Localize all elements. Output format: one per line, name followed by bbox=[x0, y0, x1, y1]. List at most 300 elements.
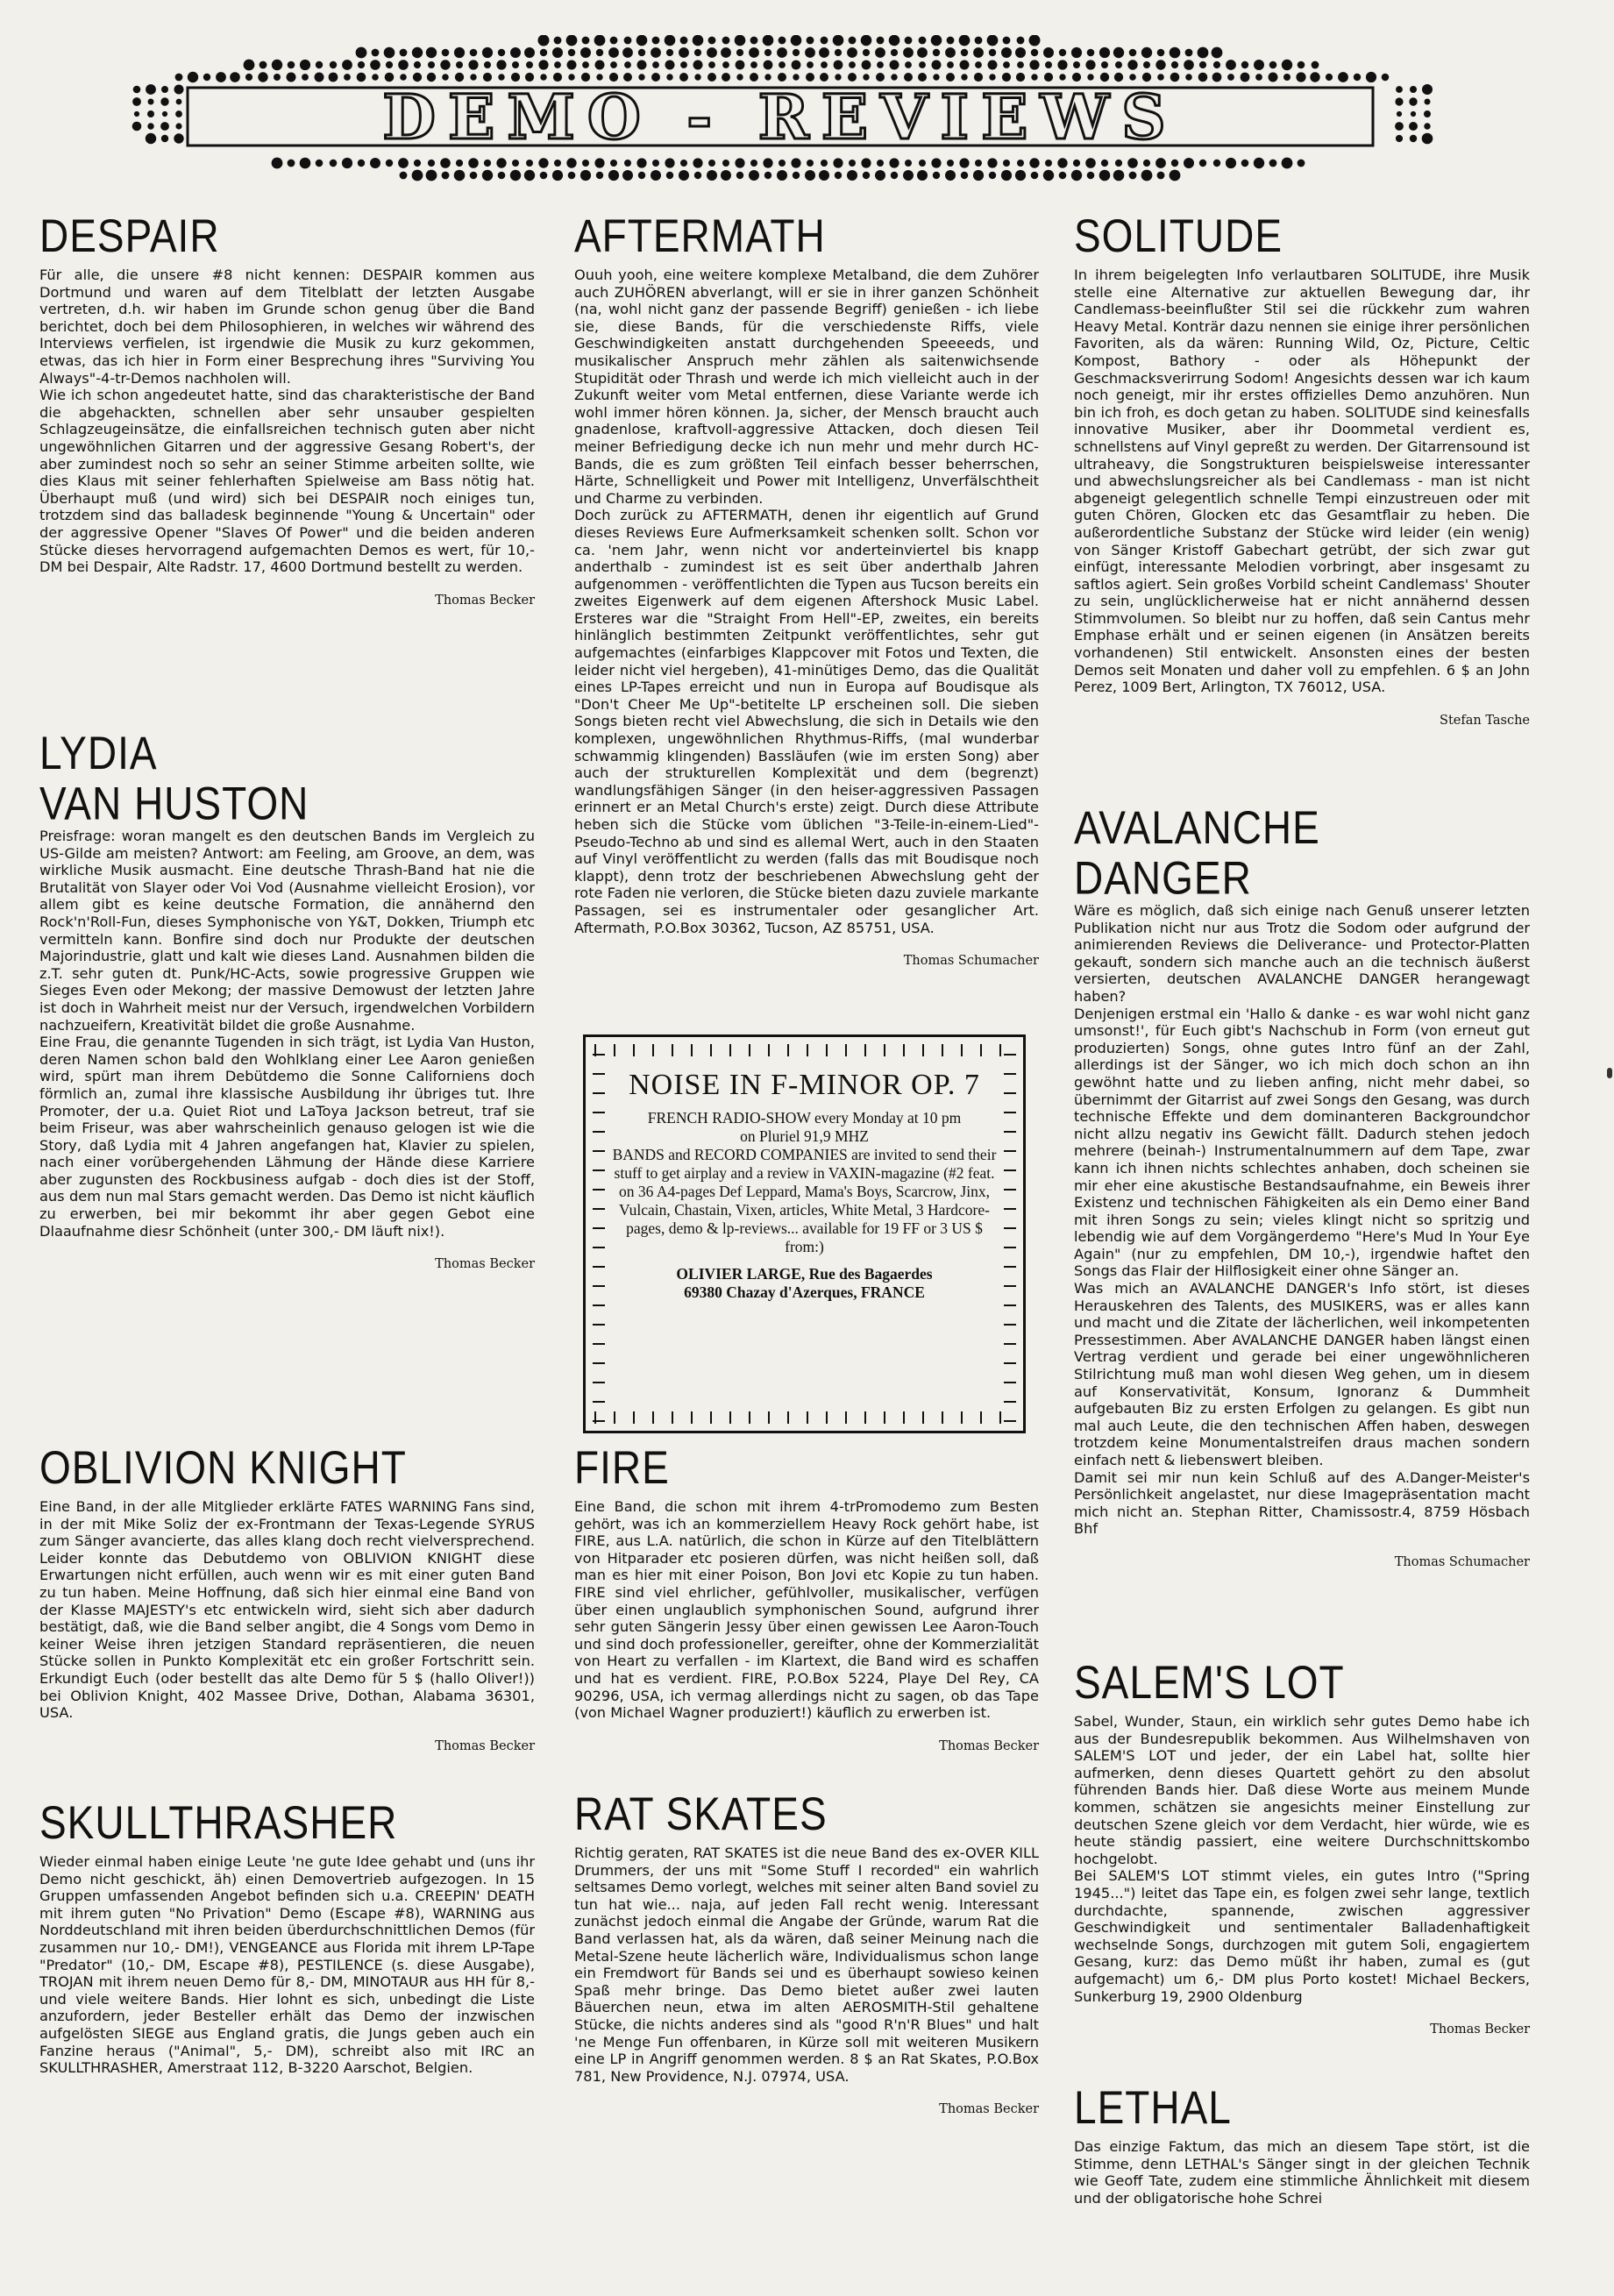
banner-dot bbox=[1087, 172, 1095, 180]
banner-dot bbox=[624, 160, 631, 167]
banner-dot bbox=[315, 73, 324, 82]
banner-dot bbox=[636, 158, 646, 167]
banner-dot bbox=[792, 60, 801, 70]
banner-dot bbox=[134, 111, 139, 117]
banner-dot bbox=[160, 122, 169, 131]
banner-dot bbox=[1043, 170, 1054, 181]
banner-dot bbox=[1241, 61, 1248, 68]
banner-dot bbox=[482, 47, 493, 58]
banner-dot bbox=[594, 158, 604, 167]
banner-dot bbox=[877, 37, 885, 45]
banner-dot bbox=[414, 61, 421, 68]
banner-dot bbox=[622, 170, 633, 181]
banner-dot bbox=[1071, 47, 1082, 58]
banner-dot bbox=[428, 160, 435, 167]
banner-dot bbox=[1003, 160, 1010, 167]
banner-dot bbox=[891, 172, 898, 179]
advert-title: NOISE IN F-MINOR OP. 7 bbox=[629, 1069, 980, 1101]
banner-dot bbox=[484, 160, 491, 167]
banner-dot bbox=[538, 158, 548, 167]
banner-dot bbox=[608, 47, 619, 58]
margin-mark bbox=[1607, 1068, 1612, 1078]
banner-dot bbox=[961, 74, 967, 80]
banner-dot bbox=[538, 35, 550, 46]
banner-dot bbox=[987, 158, 997, 167]
banner-dot bbox=[735, 35, 746, 46]
banner-graphic bbox=[123, 35, 1438, 188]
banner-dot bbox=[456, 160, 463, 167]
banner-dot bbox=[791, 35, 802, 46]
banner-dot bbox=[764, 60, 773, 70]
banner-dot bbox=[175, 74, 183, 82]
banner-dot bbox=[989, 172, 996, 179]
banner-dot bbox=[819, 170, 829, 181]
banner-dot bbox=[1382, 74, 1390, 82]
banner-dot bbox=[679, 170, 689, 181]
banner-dot bbox=[638, 74, 644, 80]
banner-dot bbox=[344, 74, 351, 81]
banner-dot bbox=[1422, 133, 1433, 145]
banner-dot bbox=[287, 73, 296, 82]
banner-dot bbox=[1198, 73, 1208, 82]
banner-dot bbox=[596, 74, 602, 80]
band-name: OBLIVION KNIGHT bbox=[39, 1440, 407, 1494]
banner-dot bbox=[162, 111, 167, 117]
banner-dot bbox=[1170, 47, 1181, 59]
banner-dot bbox=[1226, 60, 1236, 70]
banner-dot bbox=[1031, 49, 1038, 56]
banner-dot bbox=[862, 60, 871, 70]
banner-dot bbox=[398, 60, 409, 70]
banner-dot bbox=[1143, 61, 1150, 68]
banner-dot bbox=[1185, 74, 1192, 81]
banner-dot bbox=[386, 160, 393, 167]
banner-dot bbox=[1366, 72, 1376, 82]
banner-dot bbox=[835, 74, 841, 80]
banner-dot bbox=[610, 37, 618, 45]
banner-dot bbox=[454, 170, 466, 181]
banner-dot bbox=[148, 99, 154, 105]
banner-dot bbox=[554, 160, 561, 167]
banner-dot bbox=[779, 160, 786, 167]
banner-dot bbox=[568, 172, 576, 180]
banner-dot bbox=[1059, 74, 1065, 80]
banner-dot bbox=[1157, 172, 1165, 180]
banner-dot bbox=[1115, 61, 1122, 68]
banner-dot bbox=[708, 61, 715, 68]
banner-dot bbox=[863, 172, 870, 179]
banner-dot bbox=[1001, 170, 1012, 181]
band-name: AFTERMATH bbox=[574, 209, 826, 262]
banner-dot bbox=[1003, 61, 1010, 68]
banner-dot bbox=[1298, 160, 1305, 167]
banner-dot bbox=[288, 61, 295, 69]
banner-dot bbox=[1085, 60, 1095, 69]
banner-dot bbox=[1057, 60, 1067, 69]
banner-dot bbox=[1127, 60, 1137, 69]
banner-dot bbox=[973, 170, 984, 181]
banner-dot bbox=[258, 72, 267, 82]
banner-dot bbox=[890, 60, 899, 70]
banner-dot bbox=[764, 74, 771, 80]
review-author: Thomas Becker bbox=[435, 1257, 535, 1272]
banner-dot bbox=[777, 170, 787, 181]
banner-dot bbox=[132, 122, 142, 132]
band-name: RAT SKATES bbox=[574, 1787, 828, 1840]
banner-dot bbox=[412, 47, 423, 58]
band-name: AVALANCHE DANGER bbox=[1074, 800, 1320, 905]
advert-text: FRENCH RADIO-SHOW every Monday at 10 pm on Pluriel 91,9 MHZ BANDS and RECORD COMPANIES are invited to send their stuff to get airplay and a review in VAXIN-magazine (#2 feat. on 36 A4-pages Def Leppard, Mama's Boys, Scarcrow, Jinx, Vulcain, Chastain, Vixen, articles, White Metal, 3 Hardcore-pages, demo & lp-reviews... available for 19 FF or 3 US $ from:) bbox=[612, 1109, 997, 1255]
banner-dot bbox=[764, 172, 771, 179]
banner-dot bbox=[1424, 110, 1431, 117]
banner-dot bbox=[764, 49, 771, 56]
banner-dot bbox=[468, 60, 478, 69]
banner-dot bbox=[554, 61, 561, 68]
banner-dot bbox=[1101, 61, 1108, 68]
banner-dot bbox=[805, 47, 815, 58]
banner-dot bbox=[863, 49, 870, 56]
banner-dot bbox=[807, 61, 814, 68]
banner-dot bbox=[959, 35, 971, 46]
banner-dot bbox=[707, 47, 717, 58]
banner-dot bbox=[735, 158, 744, 167]
banner-dot bbox=[540, 172, 548, 180]
banner-dot bbox=[1184, 60, 1194, 70]
banner-dot bbox=[933, 172, 940, 179]
banner-dot bbox=[426, 47, 437, 58]
banner-dot bbox=[1395, 122, 1404, 131]
banner-dot bbox=[707, 170, 717, 181]
banner-dot bbox=[1395, 97, 1403, 105]
banner-dot bbox=[749, 47, 759, 58]
banner-dot bbox=[793, 74, 799, 80]
banner-dot bbox=[988, 60, 998, 70]
banner-dot bbox=[1143, 160, 1150, 167]
banner-dot bbox=[750, 160, 757, 167]
banner-dot bbox=[793, 49, 800, 56]
banner-dot bbox=[1422, 84, 1433, 95]
banner-dot bbox=[679, 47, 689, 58]
banner-dot bbox=[496, 60, 506, 69]
banner-dot bbox=[1029, 35, 1041, 46]
banner-dot bbox=[302, 74, 309, 81]
banner-dot bbox=[342, 158, 352, 168]
banner-dot bbox=[1212, 73, 1222, 82]
banner-dot bbox=[482, 170, 493, 181]
banner-dot bbox=[1396, 86, 1403, 93]
banner-dot bbox=[203, 74, 210, 81]
banner-dot bbox=[736, 172, 743, 179]
banner-dot bbox=[1129, 74, 1136, 81]
banner-dot bbox=[176, 99, 182, 105]
banner-dot bbox=[722, 61, 729, 68]
banner-dot bbox=[1282, 158, 1293, 169]
banner-dot bbox=[552, 170, 563, 181]
banner-dot bbox=[637, 60, 647, 70]
banner-dot bbox=[665, 60, 675, 70]
banner-dot bbox=[1003, 37, 1011, 45]
banner-dot bbox=[554, 37, 562, 45]
banner-dot bbox=[791, 158, 800, 167]
banner-dot bbox=[496, 158, 506, 167]
banner-dot bbox=[821, 160, 828, 167]
banner-dot bbox=[693, 158, 702, 167]
review-text: In ihrem beigelegten Info verlautbaren SOLITUDE, ihre Musik stelle eine Alternative zur aktuellen Bewegung dar, ihr Candlemass-beeinflußter Stil sei die rückkehr zum wahren Heavy Metal. Konträr dazu nennen sie einige ihrer persönlichen Favoriten, als da wären: Running Wild, Oz, Picture, Celtic Kompost, Bathory - oder als Höhepunkt der Geschmacksverirrung Sodom! Angesichts dessen war ich kaum noch geneigt, mir ihr erstes offizielles Demo anzuhören. Nun bin ich froh, es doch getan zu haben. SOLITUDE sind keinesfalls innovative Musiker, aber ihr Doommetal verdient es, schnellstens auf Vinyl gepreßt zu werden. Der Gitarrensound ist ultraheavy, die Songstrukturen beispielsweise interessanter und abwechslungsreicher als bei Candlemass - man ist nicht abgeneigt gelegentlich schnelle Tempi einzustreuen oder mit guten Chören, Glocken etc das Gesamtflair zu heben. Die außerordentliche Substanz der Stücke wird leider (ein wenig) von Sänger Kristoff Gabechart getrübt, der sich zwar gut einfügt, interessante Melodien vorbringt, aber insgesamt zu saftlos agiert. Sein großes Vorbild scheint Candlemass' Shouter zu sein, unglücklicherweise hat er nicht annähernd dessen Stimmvolumen. So bleibt nur zu hoffen, daß sein Cantus mehr Emphase erhält und er seinen eigenen (in Ansätzen bereits vorhandenen) Stil entwickelt. Ansonsten eines der besten Demos seit Monaten und daher voll zu empfehlen. 6 $ an John Perez, 1009 Bert, Arlington, TX 76012, USA. bbox=[1074, 267, 1535, 696]
banner-dot bbox=[1282, 60, 1292, 70]
banner-dot bbox=[357, 73, 366, 82]
review-text: Eine Band, die schon mit ihrem 4-trPromodemo zum Besten gehört, was ich an kommerziellem Heavy Rock gehört habe, ist FIRE, aus L.A. natürlich, die schon in Kürze auf den Titelblättern von Hitparader etc posieren dürfen, was nicht heißen soll, daß man es hier mit einer Poison, Bon Jovi etc Kopie zu tun haben. FIRE sind viel ehrlicher, gefühlvoller, musikalischer, verfügen über einen unglaublich symphonischen Sound, aufgrund ihrer sehr guten Sängerin Jessy über einen gewissen Lee Aaron-Touch und sind doch professioneller, gereifter, ohne der Kommerzialität von Heart zu verfallen - im Klartext, die Band wird es schaffen und hat es verdient. FIRE, P.O.Box 5224, Playe Del Rey, CA 90296, USA, ich vermag allerdings nicht zu sagen, ob das Tape (von Michael Wagner produziert!) käuflich zu erwerben ist. bbox=[574, 1498, 1044, 1722]
banner-dot bbox=[260, 61, 267, 69]
banner-dot bbox=[1057, 158, 1067, 167]
review-text: Wieder einmal haben einige Leute 'ne gute Idee gehabt und (uns ihr Demo nicht geschickt, äh) einen Demovertrieb aufgezogen. In 15 Gruppen umfassenden Angebot befinden sich u.a. CREEPIN' DEATH mit ihrem guten "No Privation" Demo (Escape #8), WARNING aus Norddeutschland mit ihren beiden überdurchschnittlichen Demos (für zusammen nur 10,- DM!), VENGEANCE aus Florida mit ihrem LP-Tape "Predator" (10,- DM, Escape #8), PESTILENCE (s. diese Ausgabe), TROJAN mit ihrem neuen Demo für 8,- DM, MINOTAUR aus HH für 8,- und viele weitere Bands. Hier lohnt es sich, unbedingt die Liste anzufordern, jeder Besteller erhält das Demo der inzwischen aufgelösten SIEGE aus England gratis, die Jungs geben auch ein Fanzine heraus ("Animal", 5,- DM), schreibt also mit IRC an SKULLTHRASHER, Amerstraat 112, B-3220 Aarschot, Belgien. bbox=[39, 1853, 540, 2077]
banner-dot bbox=[1283, 74, 1290, 81]
banner-dot bbox=[498, 172, 506, 180]
banner-dot bbox=[652, 61, 659, 68]
banner-dot bbox=[329, 73, 338, 82]
banner-dot bbox=[524, 47, 535, 58]
review-lethal bbox=[1074, 2080, 1535, 2207]
band-name: LETHAL bbox=[1074, 2080, 1232, 2134]
banner-dot bbox=[132, 97, 141, 106]
banner-dot bbox=[750, 37, 758, 45]
banner-dot bbox=[540, 74, 546, 80]
banner-dot bbox=[694, 49, 701, 56]
banner-dot bbox=[1338, 72, 1348, 82]
banner-dot bbox=[665, 158, 674, 167]
banner-dot bbox=[1043, 47, 1054, 58]
banner-dot bbox=[526, 61, 533, 68]
banner-dot bbox=[624, 61, 631, 68]
banner-dot bbox=[498, 49, 505, 56]
banner-dot bbox=[847, 170, 857, 181]
banner-dot bbox=[821, 61, 828, 68]
banner-dot bbox=[793, 172, 800, 179]
banner-dot bbox=[736, 49, 743, 56]
banner-dot bbox=[622, 47, 633, 58]
banner-dot bbox=[174, 133, 183, 143]
banner-dot bbox=[175, 110, 182, 117]
banner-dot bbox=[245, 74, 252, 81]
banner-dot bbox=[568, 74, 574, 80]
banner-dot bbox=[470, 49, 478, 57]
banner-dot bbox=[442, 74, 449, 81]
banner-dot bbox=[919, 160, 926, 167]
banner-dot bbox=[1213, 160, 1220, 167]
banner-dot bbox=[582, 160, 589, 167]
banner-dot bbox=[722, 160, 729, 167]
banner-dot bbox=[736, 60, 745, 70]
banner-dot bbox=[932, 60, 942, 70]
banner-dot bbox=[370, 158, 380, 168]
review-avalanche-danger bbox=[1074, 802, 1530, 1569]
banner-dot bbox=[680, 61, 687, 68]
banner-dot bbox=[1397, 111, 1402, 117]
banner-dot bbox=[1254, 60, 1264, 70]
banner-dot bbox=[833, 158, 843, 167]
review-despair bbox=[39, 210, 535, 608]
banner-dot bbox=[230, 72, 240, 82]
banner-dot bbox=[244, 60, 255, 71]
banner-dot bbox=[372, 49, 380, 57]
banner-dot bbox=[777, 47, 787, 58]
banner-dot bbox=[651, 47, 661, 58]
banner-dot bbox=[1241, 160, 1249, 167]
banner-dot bbox=[638, 49, 645, 56]
banner-dot bbox=[398, 158, 409, 168]
banner-dot bbox=[582, 61, 589, 68]
banner-dot bbox=[835, 49, 842, 56]
banner-dot bbox=[917, 47, 928, 58]
banner-dot bbox=[749, 170, 759, 181]
banner-dot bbox=[442, 172, 450, 180]
banner-dot bbox=[694, 74, 700, 80]
banner-dot bbox=[945, 47, 956, 58]
banner-dot bbox=[1017, 160, 1024, 167]
radio-show-advert bbox=[583, 1034, 1026, 1433]
review-text: Preisfrage: woran mangelt es den deutschen Bands im Vergleich zu US-Gilde am meisten? Antwort: am Feeling, am Groove, an dem, was wirkliche Musik ausmacht. Eine deutsche Thrash-Band hat nie die Brutalität von Slayer oder Voi Vod (Ausnahme vielleicht Erosion), vor allem gibt es keine deutsche Formation, die annähernd den Rock'n'Roll-Fun, dieses Symphonische von Y&T, Dokken, Triumph etc vermitteln kann. Bonfire sind doch nur Produkte der deutschen Majorindustrie, glatt und kalt wie dieses Land. Ausnahmen bilden die z.T. sehr guten dt. Punk/HC-Acts, sowie progressive Gruppen wie Sieges Even oder Mekong; der massive Demowust der letzten Jahre ist doch in Wahrheit meist nur der Versuch, irgendwelchen Vorbildern nachzueifern, Kreativität bildet die große Ausnahme. Eine Frau, die genannte Tugenden in sich trägt, ist Lydia Van Huston, deren Namen schon bald den Wohlklang einer Lee Aaron genießen wird, spürt man ihrem Debütdemo die Sonne Californiens doch förmlich an, zumal ihre klassische Ausbildung ihr übriges tut. Ihre Promoter, der u.a. Quiet Riot und LaToya Jackson betreut, traf sie beim Friseur, was aber wahrscheinlich genauso gelogen ist wie die Story, daß Lydia mit 4 Jahren angefangen hat, Klavier zu spielen, nach einer vorübergehenden Lähmung der Hände diese Karriere aber zugunsten des Rockbusiness aufgab - doch dies ist der Stoff, aus dem nun mal Stars gemacht werden. Das Demo ist nicht käuflich zu erwerben, bei mir bekommt ihr aber gegen Gebot eine Dlaaufnahme diesr Schönheit (unter 300,- DM läuft nix!). bbox=[39, 828, 535, 1240]
banner-dot bbox=[316, 160, 324, 167]
banner-dot bbox=[847, 47, 857, 58]
banner-dot bbox=[903, 47, 914, 58]
banner-dot bbox=[821, 37, 828, 45]
banner-dot bbox=[1298, 61, 1305, 69]
banner-dot bbox=[961, 49, 968, 56]
banner-dot bbox=[1296, 72, 1305, 82]
banner-dot bbox=[400, 172, 408, 180]
banner-dot bbox=[174, 85, 184, 95]
banner-dot bbox=[1059, 49, 1066, 56]
banner-dot bbox=[300, 158, 311, 169]
banner-dot bbox=[1185, 49, 1193, 57]
banner-dot bbox=[1073, 61, 1080, 68]
banner-dot bbox=[861, 35, 872, 46]
banner-dot bbox=[1015, 170, 1026, 181]
banner-dot bbox=[694, 172, 701, 179]
banner-dot bbox=[1269, 73, 1278, 82]
banner-dot bbox=[1310, 72, 1319, 82]
review-text: Wäre es möglich, daß sich einige nach Genuß unserer letzten Publikation nicht nur aus Trotz die Sodom oder aufgrund der animierenden Reviews die Deliverance- und Protector-Platten gekauft, sondern sich manche auch an die technisch äußerst versierten, deutschen AVALANCHE DANGER herangewagt haben? Denjenigen erstmal ein 'Hallo & danke - es war wohl nicht ganz umsonst!', für Euch gibt's Nachschub in Form (von erneut gut produzierten) Songs, ohne gutes Intro fünf an der Zahl, allerdings ist der Sänger, wo ich mich doch schon an ihn gewöhnt hatte und zu lieben anfing, nicht mehr dabei, so übernimmt der Gitarrist auf zwei Songs den Gesang, was durch technische Effekte und dem dominanteren Backgroundchor nicht allzu negativ ins Gewicht fällt. Dadurch stehen jedoch mehrere (beinah-) Instrumentalnummern auf dem Tape, zwar kann ich ihnen nichts schlechtes anhaben, doch scheinen sie mir eher eine akustische Bestandsaufnahme, ein Beweis ihrer Existenz und technischen Fähigkeiten als ein Demo einer Band mit ihren Songs zu sein; vieles klingt nicht so spritzig und lebendig wie auf dem Vorgängerdemo "Here's Mud In Your Eye Again" (nur zu empfehlen, DM 10,-), irgendwie haftet den Songs das Flair der Hilflosigkeit einer ohne Sänger an. Was mich an AVALANCHE DANGER's Info stört, ist dieses Herauskehren des Talents, des MUSIKERS, was er alles kann und macht und die Zitate der lächerlichen, weil inkompetenten Pressestimmen. Aber AVALANCHE DANGER haben längst einen Vertrag verdient und gerade bei einer ungewöhnlicheren Stilrichtung muß man wohl diesen Weg gehen, um in diesem auf Konservativität, Konsum, Ignoranz & Dummheit aufgebauten Biz zu ersten Erfolgen zu gelangen. Es gibt nun mal auch Leute, die den technischen Affen haben, deswegen trotzdem keine Monumentalstreifen draus machen sondern einfach nett & liebenswert bleiben. Damit sei mir nun kein Schluß auf des A.Danger-Meister's Persönlichkeit angelastet, nur diese Imagepräsentation macht mich nicht an. Stephan Ritter, Chamissostr.4, 8759 Hösbach Bhf bbox=[1074, 902, 1530, 1538]
banner-dot bbox=[358, 61, 365, 68]
review-text: Sabel, Wunder, Staun, ein wirklich sehr gutes Demo habe ich aus der Bundesrepublik bekommen. Aus Wilhelmshaven von SALEM'S LOT und jeder, der ein Label hat, sollte hier aufmerken, denn dieses Quartett gehört zu den absolut führenden Bands hier. Daß diese Worte aus meinem Munde kommen, schätzen sie angesichts meiner Einstellung zur deutschen Szene gleich vor dem Verdacht, hier würde, wie es heute ständig passiert, eine weitere Durchschnittskombo hochgelobt. Bei SALEM'S LOT stimmt vieles, ein gutes Intro ("Spring 1945...") leitet das Tape ein, es folgen zwei sehr lange, textlich durchdachte, spannende, zwischen aggressiver Geschwindigkeit und sentimentaler Balladenhaftigkeit wechselnde Songs, durchzogen mit gutem Soli, engagiertem Gesang, kurz: das Demo müßt ihr haben, zumal es (gut aufgemacht) um 6,- DM plus Porto kostet! Michael Beckers, Sunkerburg 19, 2900 Oldenburg bbox=[1074, 1713, 1530, 2005]
banner-dot bbox=[666, 49, 673, 56]
banner-dot bbox=[440, 158, 451, 168]
banner-dot bbox=[917, 170, 928, 181]
banner-dot bbox=[342, 60, 352, 70]
banner-dot bbox=[300, 60, 310, 70]
review-text: Richtig geraten, RAT SKATES ist die neue Band des ex-OVER KILL Drummers, der uns mit "Some Stuff I recorded" ein wahrlich seltsames Demo vorlegt, welches mit seiner alten Band soviel zu tun hat wie... naja, auf jeden Fall recht wenig. Interessant zunächst jedoch einmal die Angabe der Gründe, warum Rat die Band verlassen hat, als da wären, daß seiner Meinung nach die Metal-Szene heute lächerlich wäre, Individualismus schon lange ein Fremdwort für Bands sei und es überhaupt sowieso keinen Spaß mehr bringe. Das Demo bietet außer zwei lauten Bäuerchen neun, etwa im alten AEROSMITH-Stil gehaltene Stücke, die nichts anderes sind als "good R'n'R Blues" und halt 'ne Menge Fun offenbaren, in Kürze soll mit weiteren Musikern eine LP in Angriff genommen werden. 8 $ an Rat Skates, P.O.Box 781, New Providence, N.J. 07974, USA. bbox=[574, 1845, 1044, 2085]
banner-dot bbox=[693, 35, 704, 46]
review-author: Thomas Becker bbox=[435, 1738, 535, 1753]
banner-dot bbox=[1425, 99, 1431, 105]
banner-dot bbox=[1409, 122, 1418, 131]
banner-dot bbox=[1029, 158, 1039, 167]
banner-dot bbox=[834, 60, 843, 70]
banner-dot bbox=[596, 172, 603, 179]
banner-dot bbox=[1029, 60, 1039, 69]
banner-dot bbox=[1241, 73, 1250, 82]
review-text: Eine Band, in der alle Mitglieder erklärte FATES WARNING Fans sind, in der mit Mike Soliz der ex-Frontmann der Texas-Legende SYRUS zum Sänger avancierte, das alles klang doch recht vielversprechend. Leider konnte das Debutdemo von OBLIVION KNIGHT diese Erwartungen nicht erfüllen, auch wenn wir es mit einer guten Band zu tun haben. Meine Hoffnung, daß sich hier einmal eine Band von der Klasse MAJESTY's etc entwickeln wird, sieht sich aber dadurch bestätigt, daß, wie die Band selber angibt, die 4 Songs vom Demo in keiner Weise ihren jetzigen Standard repräsentieren, die neuen Stücke sollen in Punkto Komplexität etc ein großer Fortschritt sein. Erkundigt Euch (oder bestellt das alte Demo für 5 $ (hallo Oliver!)) bei Oblivion Knight, 402 Massee Drive, Dothan, Alabama 36301, USA. bbox=[39, 1498, 540, 1722]
banner-dot bbox=[1087, 49, 1095, 57]
banner-dot bbox=[440, 60, 450, 69]
banner-dot bbox=[1269, 61, 1277, 69]
banner-dot bbox=[538, 60, 548, 69]
review-author: Thomas Becker bbox=[435, 593, 535, 608]
banner-dot bbox=[877, 61, 884, 68]
banner-dot bbox=[1326, 74, 1333, 81]
review-author: Thomas Becker bbox=[939, 2102, 1039, 2117]
banner-dot bbox=[1015, 47, 1026, 58]
banner-dot bbox=[835, 172, 842, 179]
banner-dot bbox=[370, 60, 380, 70]
review-author: Thomas Becker bbox=[1430, 2022, 1530, 2037]
banner-dot bbox=[863, 74, 869, 80]
banner-dot bbox=[1031, 172, 1039, 180]
banner-dot bbox=[133, 86, 141, 94]
banner-dot bbox=[272, 60, 282, 70]
band-name: SKULLTHRASHER bbox=[39, 1795, 398, 1849]
banner-dot bbox=[807, 37, 814, 45]
banner-dot bbox=[1031, 74, 1037, 80]
banner-dot bbox=[1141, 170, 1153, 181]
banner-dot bbox=[959, 158, 969, 167]
banner-dot bbox=[512, 160, 519, 167]
banner-dot bbox=[316, 61, 323, 68]
banner-dot bbox=[146, 84, 156, 95]
banner-dot bbox=[652, 160, 659, 167]
banner-dot bbox=[1073, 160, 1080, 167]
banner-dot bbox=[330, 160, 338, 167]
banner-dot bbox=[975, 160, 982, 167]
banner-dot bbox=[849, 37, 857, 45]
banner-dot bbox=[1171, 61, 1178, 68]
banner-dot bbox=[947, 160, 954, 167]
banner-dot bbox=[1171, 160, 1178, 167]
banner-dot bbox=[1141, 47, 1152, 58]
banner-dot bbox=[428, 61, 435, 68]
banner-dot bbox=[989, 49, 996, 56]
banner-dot bbox=[1087, 74, 1093, 80]
banner-dot bbox=[596, 49, 603, 56]
banner-dot bbox=[849, 61, 856, 68]
banner-dot bbox=[1213, 61, 1220, 68]
banner-dot bbox=[400, 49, 408, 57]
banner-dot bbox=[947, 61, 954, 68]
banner-dot bbox=[947, 37, 955, 45]
banner-dot bbox=[468, 158, 479, 168]
review-fire bbox=[574, 1440, 1044, 1753]
banner-dot bbox=[891, 74, 897, 80]
banner-dot bbox=[568, 49, 575, 56]
banner-dot bbox=[736, 74, 743, 80]
banner-dot bbox=[877, 160, 884, 167]
banner-dot bbox=[426, 170, 437, 181]
banner-dot bbox=[933, 74, 939, 80]
banner-dot bbox=[807, 160, 814, 167]
band-name: LYDIA VAN HUSTON bbox=[39, 726, 309, 830]
banner-dot bbox=[750, 61, 757, 68]
banner-dot bbox=[989, 74, 995, 80]
banner-dot bbox=[651, 170, 661, 181]
banner-dot bbox=[721, 47, 731, 58]
banner-dot bbox=[1157, 49, 1165, 57]
banner-dot bbox=[875, 47, 885, 58]
banner-dot bbox=[819, 47, 829, 58]
banner-dot bbox=[1269, 160, 1277, 167]
banner-dot bbox=[1212, 47, 1223, 59]
advert-contact: OLIVIER LARGE, Rue des Bagaerdes 69380 Chazay d'Azerques, FRANCE bbox=[676, 1265, 933, 1301]
advert-border-left bbox=[593, 1046, 605, 1422]
banner-dot bbox=[945, 170, 956, 181]
